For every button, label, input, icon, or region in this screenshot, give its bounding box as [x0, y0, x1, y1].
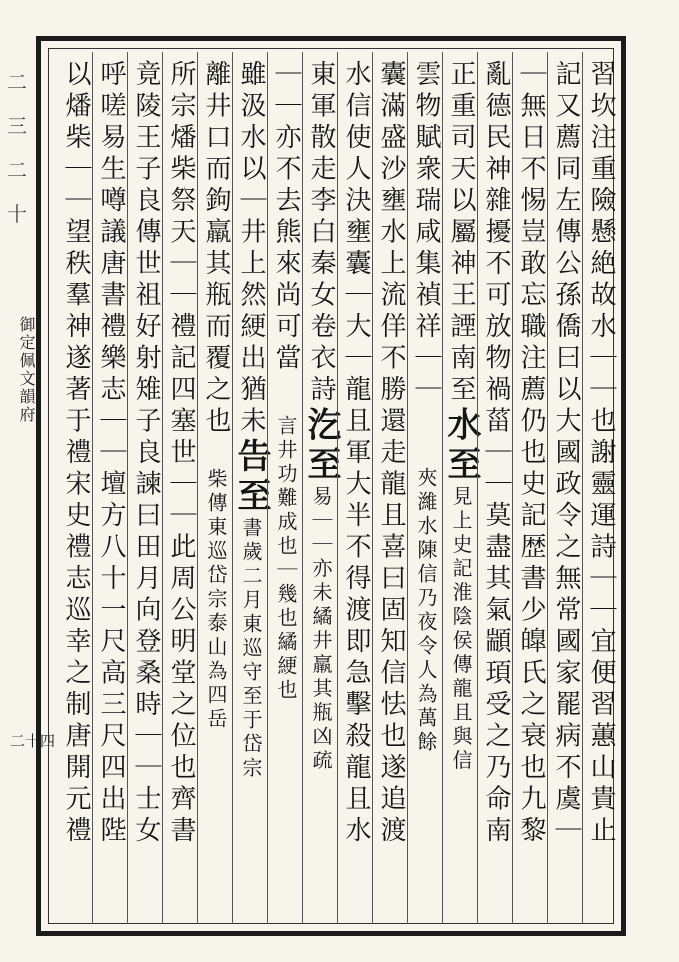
text-column-15: 呼嗟易生噂議唐書禮樂志｜｜壇方八十一尺高三尺四出陛 — [96, 60, 126, 848]
margin-marks — [2, 60, 32, 310]
column-rule — [197, 52, 198, 924]
text-column-9 — [301, 60, 341, 920]
column-11-text: 雖汲水以｜井上然綆出猶未 — [236, 60, 266, 438]
column-rule — [512, 52, 513, 924]
column-rule — [372, 52, 373, 924]
text-column-16: 以燔柴｜｜望秩羣神遂著于禮宋史禮志巡幸之制唐開元禮 — [61, 60, 91, 848]
headword-qi-zhi: 汔至 — [301, 406, 341, 486]
text-column-7: 囊滿盛沙壅水上流佯不勝還走龍且喜曰固知信怯也遂追渡 — [376, 60, 406, 848]
text-column-6 — [411, 60, 441, 920]
column-rule — [337, 52, 338, 924]
text-column-3: ｜無日不惕豈敢忘職注薦仍也史記歴書少皥氏之衰也九黎 — [516, 60, 546, 848]
text-column-8: 水信使人決壅囊｜大｜龍且軍大半不得渡即急擊殺龍且水 — [341, 60, 371, 848]
text-column-11 — [231, 60, 271, 920]
column-rule — [232, 52, 233, 924]
column-10-text: ｜｜亦不去熊來尚可當 — [271, 60, 301, 375]
text-column-13: 所宗燔柴祭天｜｜禮記四塞世｜｜此周公明堂之位也齊書 — [166, 60, 196, 848]
column-rule — [127, 52, 128, 924]
page-number: 二十四 — [10, 732, 56, 750]
column-rule — [302, 52, 303, 924]
text-column-4: 亂德民神雜擾不可放物禍菑｜｜莫盡其氣顓頊受之乃命南 — [481, 60, 511, 848]
column-9-text: 東軍散走李白秦女卷衣詩 — [306, 60, 336, 407]
text-column-1: 習坎注重險懸絶故水｜｜也謝靈運詩｜｜宜便習蕙山貴止 — [586, 60, 616, 848]
margin-mark: 三 — [7, 114, 27, 138]
column-12-note: 柴傳東巡岱宗泰山為四岳 — [204, 468, 228, 732]
column-5-note: 見上史記淮陰侯傳龍且與信 — [449, 485, 473, 774]
column-rule — [582, 52, 583, 924]
headword-gao-zhi: 告至 — [231, 438, 271, 517]
margin-mark: 二 — [7, 70, 27, 94]
column-rule — [162, 52, 163, 924]
column-rule — [92, 52, 93, 924]
text-column-5 — [441, 60, 481, 920]
column-12-text: 離井口而鉤羸其瓶而覆之也 — [201, 60, 231, 438]
text-column-12 — [201, 60, 231, 920]
column-rule — [477, 52, 478, 924]
text-column-14: 竟陵王子良傳世祖好射雉子良諫曰田月向登桑時｜｜士女 — [131, 60, 161, 848]
column-rule — [407, 52, 408, 924]
margin-mark: 十 — [7, 202, 27, 226]
column-10-note: 言井功難成也｜幾也繘綆也 — [274, 415, 298, 703]
column-rule — [442, 52, 443, 924]
column-6-text: 雲物賦衆瑞咸集禎祥｜｜ — [411, 60, 441, 407]
text-column-10 — [271, 60, 301, 920]
column-rule — [547, 52, 548, 924]
column-6-note: 夾濰水陳信乃夜令人為萬餘 — [414, 466, 438, 755]
headword-shui-zhi: 水至 — [441, 406, 481, 486]
text-column-2: 記又薦同左傳公孫僑曰以大國政令之無常國家罷病不虞｜ — [551, 60, 581, 848]
margin-mark: 二 — [7, 158, 27, 182]
column-5-text: 正重司天以屬神王諲南至 — [446, 60, 476, 407]
column-11-note: 書歲二月東巡守至于岱宗 — [239, 517, 263, 781]
banxin-title: 御定佩文韻府 — [17, 316, 36, 424]
column-9-note: 易｜｜亦未繘井羸其瓶凶疏 — [309, 485, 333, 774]
column-rule — [267, 52, 268, 924]
